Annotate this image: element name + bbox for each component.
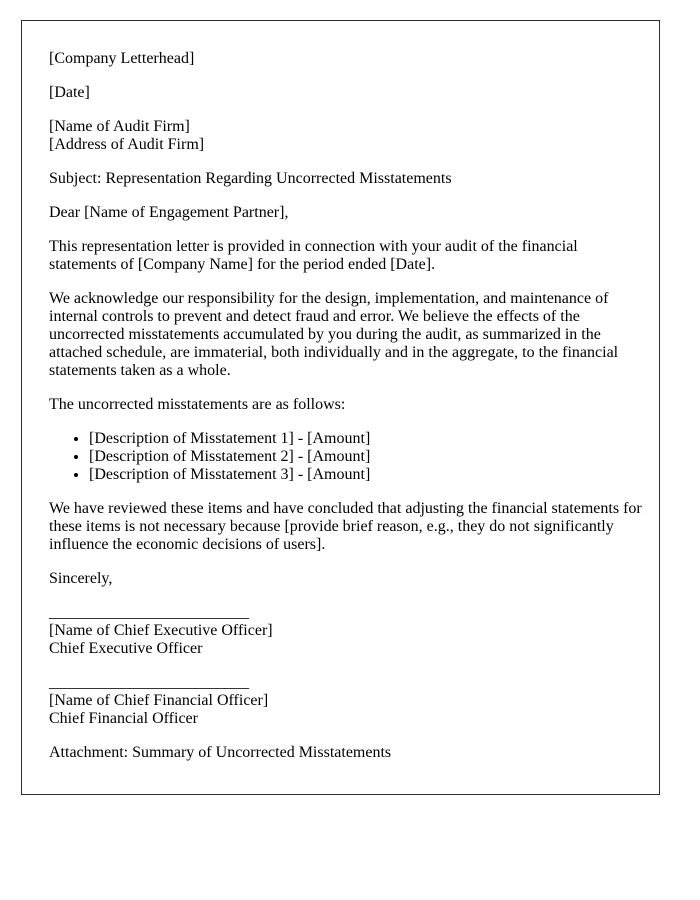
- company-letterhead: [Company Letterhead]: [49, 50, 195, 67]
- cfo-name: [Name of Chief Financial Officer]: [49, 692, 269, 709]
- paragraph-intro: This representation letter is provided in connection with your audit of the financial statements of [Company Name] for the period ended [Date].: [49, 238, 578, 273]
- misstatement-list: [49, 430, 643, 484]
- audit-firm-address: [Address of Audit Firm]: [49, 136, 205, 153]
- misstatement-item: • [Description of Misstatement 1] - [Amount]: [89, 430, 643, 448]
- audit-firm-name: [Name of Audit Firm]: [49, 118, 190, 135]
- ceo-name: [Name of Chief Executive Officer]: [49, 622, 273, 639]
- ceo-title: Chief Executive Officer: [49, 640, 203, 657]
- signature-block-ceo: [49, 604, 643, 658]
- date-line: [Date]: [49, 84, 90, 101]
- representation-letter: [21, 20, 660, 795]
- cfo-title: Chief Financial Officer: [49, 710, 198, 727]
- misstatement-item: • [Description of Misstatement 2] - [Amount]: [89, 448, 643, 466]
- paragraph-responsibility: We acknowledge our responsibility for the design, implementation, and maintenance of internal controls to prevent and detect fraud and error. We believe the effects of the uncorrected misstatements accumulated by you during the audit, as summarized in the attached schedule, are immaterial, both individually and in the aggregate, to the financial statements taken as a whole.: [49, 290, 619, 379]
- signature-block-cfo: [49, 674, 643, 728]
- salutation: Dear [Name of Engagement Partner],: [49, 204, 289, 221]
- subject-line: Subject: Representation Regarding Uncorrected Misstatements: [49, 170, 452, 187]
- paragraph-list-intro: The uncorrected misstatements are as follows:: [49, 396, 346, 413]
- closing: Sincerely,: [49, 570, 113, 587]
- signature-rule: _________________________: [49, 674, 249, 691]
- signature-rule: _________________________: [49, 604, 249, 621]
- recipient-block: [49, 118, 643, 154]
- paragraph-conclusion: We have reviewed these items and have concluded that adjusting the financial statements for these items is not necessary because [provide brief reason, e.g., they do not significantly influence the economic decisions of users].: [49, 500, 642, 553]
- misstatement-item: • [Description of Misstatement 3] - [Amount]: [89, 466, 643, 484]
- attachment-note: Attachment: Summary of Uncorrected Misstatements: [49, 744, 392, 761]
